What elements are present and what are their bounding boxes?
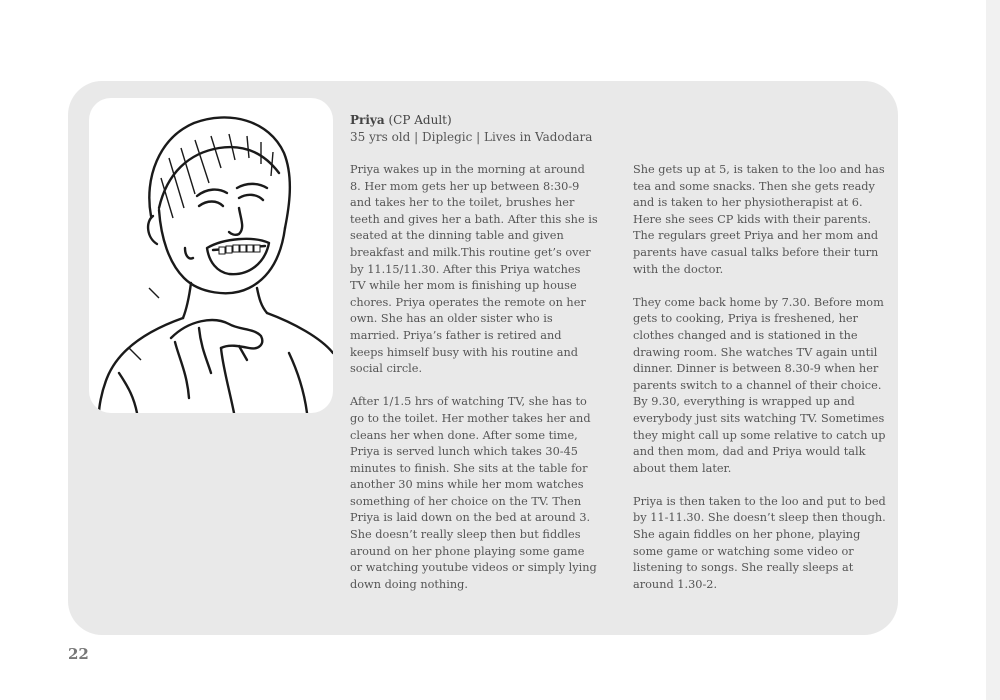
profile-header	[350, 112, 650, 146]
portrait-sketch	[89, 98, 333, 413]
paragraph: Priya is then taken to the loo and put to bed by 11-11.30. She doesn’t sleep then though. She again fiddles on her phone, playing some game or watching some video or listening to songs. She really sleeps at around 1.30-2.	[633, 494, 886, 591]
profile-title	[350, 112, 650, 129]
paragraph: Priya wakes up in the morning at around 8. Her mom gets her up between 8:30-9 and takes her to the toilet, brushes her teeth and gives her a bath. After this she is seated at the dinning table and given breakfast and milk.This routine get’s over by 11.15/11.30. After this Priya watches TV while her mom is finishing up house chores. Priya operates the remote on her own. She has an older sister who is married. Priya’s father is retired and keeps himself busy with his routine and social circle.	[350, 163, 598, 376]
paragraph: They come back home by 7.30. Before mom gets to cooking, Priya is freshened, her clothes changed and is stationed in the drawing room. She watches TV again until dinner. Dinner is between 8.30-9 when her parents switch to a channel of their choice. By 9.30, everything is wrapped up and everybody just sits watching TV. Sometimes they might call up some relative to catch up and then mom, dad and Priya would talk about them later.	[633, 295, 886, 475]
profile-category: (CP Adult)	[388, 113, 452, 127]
profile-name: Priya	[350, 113, 385, 127]
page-edge	[986, 0, 1000, 700]
page-number: 22	[68, 645, 89, 663]
profile-details: 35 yrs old | Diplegic | Lives in Vadodara	[350, 130, 593, 144]
text-column-right	[633, 162, 887, 610]
paragraph: She gets up at 5, is taken to the loo and has tea and some snacks. Then she gets ready and is taken to her physiotherapist at 6. Here she sees CP kids with their parents. The regulars greet Priya and her mom and parents have casual talks before their turn with the doctor.	[633, 163, 885, 276]
portrait-illustration	[89, 98, 333, 413]
text-column-left	[350, 162, 598, 610]
paragraph: After 1/1.5 hrs of watching TV, she has to go to the toilet. Her mother takes her and cleans her when done. After some time, Priya is served lunch which takes 30-45 minutes to finish. She sits at the table for another 30 mins while her mom watches something of her choice on the TV. Then Priya is laid down on the bed at around 3. She doesn’t really sleep then but fiddles around on her phone playing some game or watching youtube videos or simply lying down doing nothing.	[350, 395, 597, 591]
